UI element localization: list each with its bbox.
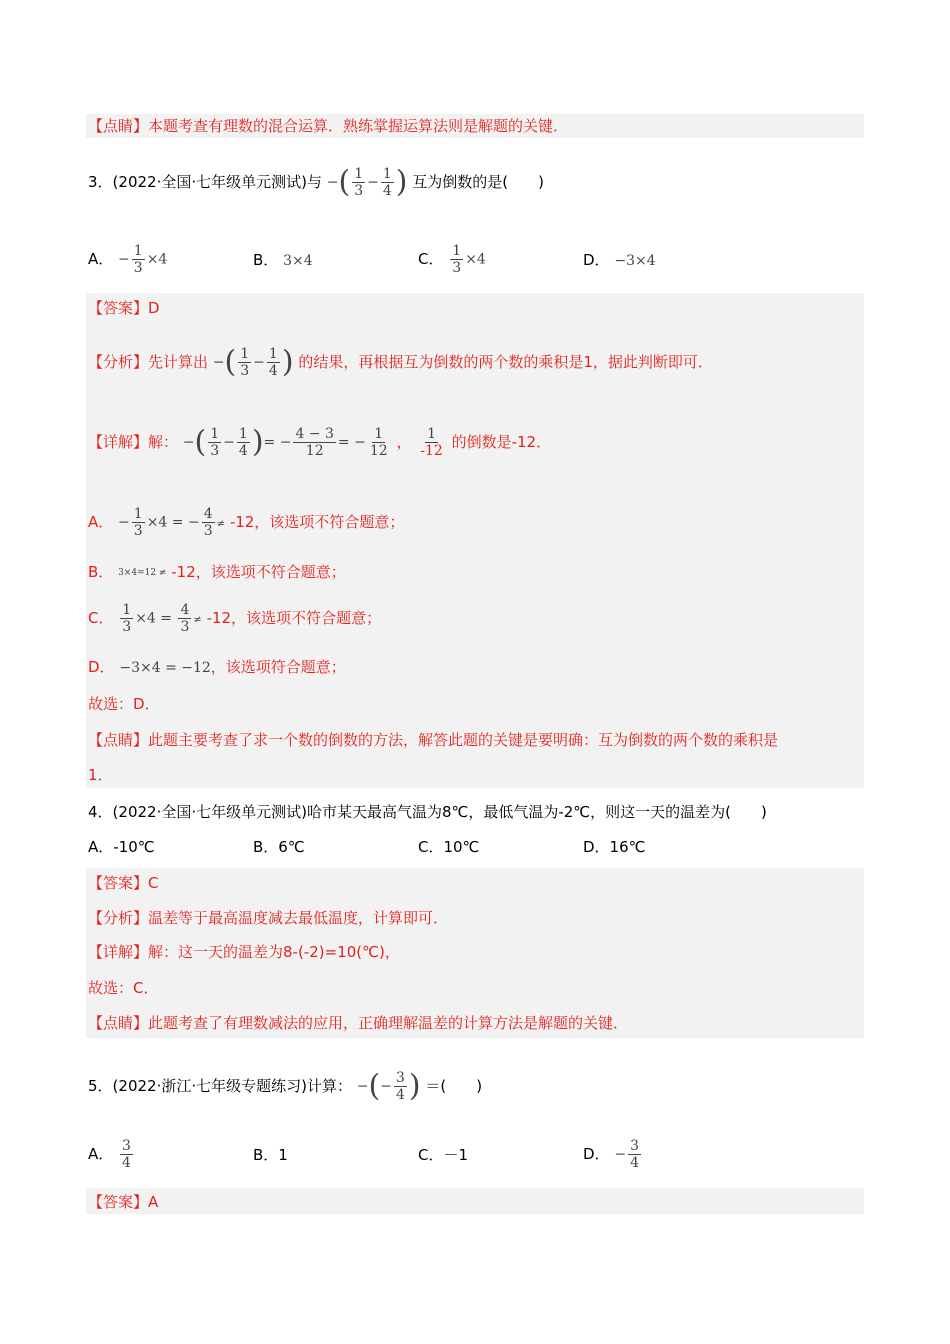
q3-line-d: D． −3×4 = −12，该选项符合题意； — [88, 658, 346, 676]
q3-guxuan: 故选：D． — [88, 695, 160, 713]
q4-answer: 【答案】C — [88, 874, 159, 892]
q4-option-d[interactable]: D．16℃ — [583, 838, 646, 856]
solution-shade-q5 — [86, 1188, 864, 1214]
q3-option-a[interactable]: A． − $\frac{1}{3}$ ×4 — [88, 243, 168, 276]
q3-answer: 【答案】D — [88, 299, 160, 317]
q5-option-d[interactable]: D． − $\frac{3}{4}$ — [583, 1138, 639, 1171]
q3-detail: 【详解】解： −( $\frac{1}{3}$ − $\frac{1}{4}$ )= − $\frac{4 - 3}{12}$ = − $\frac{1}{12}$ ， $\frac{1}{-12}$ 的倒数是-12． — [88, 424, 552, 460]
q4-dianjing: 【点睛】此题考查了有理数减法的应用，正确理解温差的计算方法是解题的关键． — [88, 1014, 629, 1032]
q4-guxuan: 故选：C． — [88, 979, 159, 997]
q4-option-b[interactable]: B．6℃ — [253, 838, 305, 856]
q3-line-c: C． $\frac{1}{3}$ ×4 = $\frac{4}{3}$ ≠ -12，该选项不符合题意； — [88, 602, 382, 635]
q3-analysis: 【分析】先计算出 −( $\frac{1}{3}$ − $\frac{1}{4}$ ) 的结果，再根据互为倒数的两个数的乘积是1，据此判断即可． — [88, 344, 713, 380]
q4-option-a[interactable]: A．-10℃ — [88, 838, 155, 856]
q5-answer: 【答案】A — [88, 1193, 159, 1211]
q3-stem-suffix: 互为倒数的是( ) — [412, 173, 544, 191]
q3-stem-prefix: 3．(2022·全国·七年级单元测试)与 — [88, 173, 322, 191]
q3-dianjing-2: 1． — [88, 766, 113, 784]
q3-line-b: B． 3×4=12 ≠ -12，该选项不符合题意； — [88, 563, 346, 581]
q4-stem: 4．(2022·全国·七年级单元测试)哈市某天最高气温为8℃，最低气温为-2℃，则这一天的温差为( ) — [88, 803, 767, 821]
q5-stem: 5．(2022·浙江·七年级专题练习)计算： −(− $\frac{3}{4}$ ) ＝( ) — [88, 1068, 483, 1104]
q5-option-a[interactable]: A． $\frac{3}{4}$ — [88, 1138, 131, 1171]
q4-option-c[interactable]: C．10℃ — [418, 838, 480, 856]
q3-stem-expr: −( $\frac{1}{3}$ − $\frac{1}{4}$ ) — [326, 164, 408, 200]
q3-option-b[interactable]: B． 3×4 — [253, 251, 313, 269]
q5-option-c[interactable]: C．－1 — [418, 1146, 469, 1164]
q4-analysis: 【分析】温差等于最高温度减去最低温度，计算即可． — [88, 909, 449, 927]
q3-line-a: A． − $\frac{1}{3}$ ×4 = − $\frac{4}{3}$ ≠ -12，该选项不符合题意； — [88, 506, 405, 539]
q3-stem — [88, 166, 544, 199]
q3-option-c[interactable]: C． $\frac{1}{3}$ ×4 — [418, 243, 486, 276]
q5-option-b[interactable]: B．1 — [253, 1146, 288, 1164]
q3-option-d[interactable]: D． −3×4 — [583, 251, 656, 269]
q3-dianjing-1: 【点睛】此题主要考查了求一个数的倒数的方法，解答此题的关键是要明确：互为倒数的两个数的乘积是 — [88, 731, 779, 749]
q2-dianjing: 【点睛】本题考查有理数的混合运算．熟练掌握运算法则是解题的关键． — [88, 117, 569, 135]
q4-detail: 【详解】解：这一天的温差为8-(-2)=10(℃)， — [88, 943, 400, 961]
